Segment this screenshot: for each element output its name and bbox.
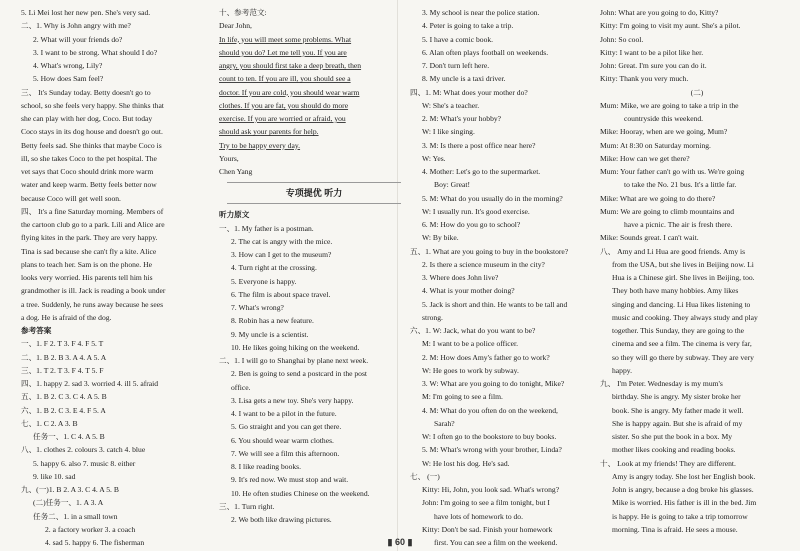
text-line: 6. M: How do you go to school? [422,220,521,229]
text-line: Mum: We are going to climb mountains and [600,206,735,216]
text-line: 三、1. T 2. T 3. F 4. T 5. F [21,365,104,375]
text-line: They both have many hobbies. Amy likes [612,286,739,296]
text-line: 四、 It's a fine Saturday morning. Members of [21,206,164,216]
text-line: (二)任务一、1. A 3. A [33,498,104,508]
text-line: 4. What is your mother doing? [422,286,515,296]
text-line: Mum: At 8:30 on Saturday morning. [600,140,711,150]
text-line: She is happy again. But she is afraid of my [612,418,743,428]
text-line: 3. M: Is there a post office near here? [422,140,536,150]
text-line: John: So cool. [600,34,644,44]
text-line: morning. Tina is afraid. He sees a mouse. [612,524,738,534]
text-line: have a picnic. The air is fresh there. [624,220,733,229]
page-number-value: 60 [394,537,405,547]
letter-line: angry, you should first take a deep breath, then [219,61,362,70]
text-line: John: What are you going to do, Kitty? [600,8,719,17]
text-line: W: He goes to work by subway. [422,365,519,375]
page-number [362,537,438,548]
text-line: 10. He likes going hiking on the weekend. [231,342,360,352]
text-line: 9. My uncle is a scientist. [231,329,309,339]
text-line: 二、1. I will go to Shanghai by plane next week. [219,356,369,365]
text-line: Kitty: I'm going to visit my aunt. She's a pilot. [600,21,741,31]
text-line: John: Great. I'm sure you can do it. [600,61,707,70]
text-line: because Coco will get well soon. [21,193,121,203]
text-line: 七、 (一) [410,471,440,481]
text-line: birthday. She is angry. My sister broke her [612,392,741,402]
text-line: 5. M: What's wrong with your brother, Linda? [422,445,562,455]
text-line: 七、1. C 2. A 3. B [21,418,78,428]
text-line: 九、(一)1. B 2. A 3. C 4. A 5. B [21,485,119,494]
text-line: countryside this weekend. [624,114,704,123]
text-line: 2. What will your friends do? [33,34,123,44]
text-line: cinema and see a film. The cinema is very far, [612,339,752,349]
text-line: 2. We both like drawing pictures. [231,515,332,524]
letter-line: exercise. If you are worried or afraid, you [219,114,346,123]
text-line: Mike is worried. His father is ill in the bed. Jim [612,498,757,508]
text-line: a dog. He is afraid of the dog. [21,312,112,322]
text-line: 一、1. F 2. T 3. F 4. F 5. T [21,339,104,349]
letter-signature: Chen Yang [219,167,253,176]
text-line: 三、1. Turn right. [219,501,275,511]
text-line: Mum: Your father can't go with us. We're going [600,167,745,176]
text-line: 二、1. Why is John angry with me? [21,21,131,31]
text-line: 四、1. happy 2. sad 3. worried 4. ill 5. afraid [21,379,159,388]
text-line: music and cooking. They always study and play [612,312,758,322]
text-line: Tina is sad because she can't fly a kite. Alice [21,246,157,256]
text-line: 2. a factory worker 3. a coach [45,524,136,534]
page-number-mark-right-icon: ▮ [407,537,413,547]
text-line: 7. What's wrong? [231,303,284,312]
text-line: 5. Jack is short and thin. He wants to be tall and [422,299,568,309]
letter-line: doctor. If you are cold, you should wear warm [219,87,360,97]
text-line: Kitty: Don't be sad. Finish your homework [422,524,553,534]
text-line: 4. sad 5. happy 6. The fisherman [45,538,145,547]
text-line: 十、 Look at my friends! They are different. [600,458,736,468]
text-line: 十、参考范文: [219,8,267,17]
letter-line: Try to be happy every day. [219,140,301,150]
text-line: W: I often go to the bookstore to buy books. [422,432,557,441]
text-line: 二、1. B 2. B 3. A 4. A 5. A [21,352,107,362]
text-line: 2. Ben is going to send a postcard in the post [231,369,368,379]
page-number-mark-left-icon: ▮ [387,537,393,547]
text-line: 3. How can I get to the museum? [231,250,332,259]
text-line: vet says that Coco should drink more warm [21,167,154,176]
letter-line: count to ten. If you are ill, you should see a [219,74,351,84]
text-line: strong. [422,312,443,322]
text-line: (二) [690,87,704,97]
text-line: 3. Lisa gets a new toy. She's very happy. [231,395,354,405]
text-line: 4. M: What do you often do on the weekend, [422,405,558,415]
letter-line: clothes. If you are fat, you should do more [219,100,349,110]
text-line: is happy. He is going to take a trip tomorrow [612,511,748,521]
text-line: book. She is angry. My father made it well. [612,405,744,415]
section-title: 专项提优 听力 [227,182,401,204]
text-line: 2. Is there a science museum in the city? [422,259,545,269]
letter-closing: Yours, [219,153,239,163]
text-line: 8. My uncle is a taxi driver. [422,74,506,84]
text-line: 三、 It's Sunday today. Betty doesn't go to [21,87,151,97]
text-line: office. [231,382,251,392]
text-line: mother likes cooking and reading books. [612,445,736,455]
text-line: 7. Don't turn left here. [422,61,490,70]
text-line: W: I like singing. [422,127,475,137]
text-line: 九、 I'm Peter. Wednesday is my mum's [600,379,723,388]
text-line: school, so she feels very happy. She thinks that [21,100,164,110]
text-line: M: I want to be a police officer. [422,339,519,349]
column-1 [21,6,211,549]
text-line: Mike: What are we going to do there? [600,193,716,203]
text-line: grandmother is ill. Jack is reading a book under [21,286,166,296]
text-line: W: Yes. [422,153,446,163]
text-line: Sarah? [434,418,455,428]
letter-line: In life, you will meet some problems. What [219,34,352,44]
text-line: Kitty: I want to be a pilot like her. [600,47,704,57]
text-line: 2. M: How does Amy's father go to work? [422,352,550,362]
text-line: Mike: How can we get there? [600,153,690,163]
text-line: she can play with her dog, Coco. But today [21,114,153,123]
text-line: happy. [612,365,632,375]
text-line: 3. W: What are you going to do tonight, Mike? [422,379,565,388]
transcript-heading: 听力原文 [219,210,250,220]
column-4 [600,6,794,536]
text-line: flying kites in the park. They are very happy. [21,233,158,243]
text-line: 5. happy 6. also 7. music 8. either [33,458,136,468]
text-line: W: I usually run. It's good exercise. [422,206,530,216]
text-line: ill, so she takes Coco to the pet hospital. The [21,153,157,163]
text-line: plans to teach her. Sam is on the phone. He [21,259,152,269]
text-line: John: I'm going to see a film tonight, but I [422,498,550,508]
letter-line: should ask your parents for help. [219,127,319,137]
text-line: 任务二、1. in a small town [33,511,118,521]
text-line: 六、1. W: Jack, what do you want to be? [410,326,536,335]
text-line: looks very worried. His parents tell him his [21,273,153,282]
letter-greeting: Dear John, [219,21,252,31]
text-line: W: By bike. [422,233,459,243]
text-line: have lots of homework to do. [434,511,524,521]
text-line: 3. Where does John live? [422,273,499,282]
text-line: singing and dancing. Li Hua likes listening to [612,299,751,309]
text-line: Betty feels sad. She thinks that maybe Coco is [21,140,162,150]
text-line: 3. My school is near the police station. [422,8,540,17]
text-line: 9. It's red now. We must stop and wait. [231,475,349,485]
text-line: 6. The film is about space travel. [231,289,331,299]
text-line: so they will go there by subway. They are very [612,352,754,362]
letter-line: should you do? Let me tell you. If you are [219,47,347,57]
text-line: 10. He often studies Chinese on the weekend. [231,488,370,498]
text-line: 五、1. B 2. C 3. C 4. A 5. B [21,392,107,402]
text-line: Mike: Hooray, when are we going, Mum? [600,127,728,137]
text-line: 任务一、1. C 4. A 5. B [33,432,105,441]
text-line: Amy is angry today. She lost her English book. [612,471,756,481]
text-line: Kitty: Hi, John, you look sad. What's wrong? [422,485,560,494]
text-line: 8. I like reading books. [231,462,302,471]
text-line: 一、1. My father is a postman. [219,223,314,233]
text-line: 六、1. B 2. C 3. E 4. F 5. A [21,405,106,415]
text-line: 5. Everyone is happy. [231,276,297,286]
text-line: 四、1. M: What does your mother do? [410,87,528,97]
text-line: 6. Alan often plays football on weekends. [422,47,549,57]
answer-key-heading: 参考答案 [21,326,52,335]
text-line: 5. M: What do you usually do in the morning? [422,193,563,203]
text-line: 5. I have a comic book. [422,34,494,44]
text-line: together. This Sunday, they are going to the [612,326,745,335]
text-line: 八、1. clothes 2. colours 3. catch 4. blue [21,445,146,455]
text-line: Boy: Great! [434,180,471,190]
text-line: to take the No. 21 bus. It's a little far. [624,180,737,190]
text-line: Mike: Sounds great. I can't wait. [600,233,699,243]
text-line: 8. Robin has a new feature. [231,316,314,326]
text-line: 八、 Amy and Li Hua are good friends. Amy is [600,246,746,256]
text-line: 2. The cat is angry with the mice. [231,236,333,246]
text-line: 2. M: What's your hobby? [422,114,502,123]
text-line: 9. like 10. sad [33,471,76,481]
text-line: 6. You should wear warm clothes. [231,435,334,445]
text-line: 4. Turn right at the crossing. [231,263,317,273]
text-line: the cartoon club go to a park. Lili and Alice are [21,220,165,229]
text-line: water and keep warm. Betty feels better now [21,180,157,190]
text-line: 4. Mother: Let's go to the supermarket. [422,167,541,176]
text-line: 五、1. What are you going to buy in the bookstore? [410,246,569,256]
text-line: 4. I want to be a pilot in the future. [231,409,337,418]
text-line: 5. Li Mei lost her new pen. She's very sad. [21,8,151,17]
text-line: a tree. Suddenly, he runs away because he sees [21,299,164,309]
text-line: Mum: Mike, we are going to take a trip in the [600,100,739,110]
text-line: 3. I want to be strong. What should I do? [33,47,158,57]
column-3 [407,6,600,549]
text-line: Hua is a Chinese girl. She lives in Beijing, too. [612,273,755,282]
text-line: from the USA, but she lives in Beijing now. Li [612,259,754,269]
text-line: 5. How does Sam feel? [33,74,104,84]
text-line: Kitty: Thank you very much. [600,74,689,84]
text-line: 4. What's wrong, Lily? [33,61,103,70]
text-line: Coco stays in its dog house and doesn't go out. [21,127,163,137]
text-line: first. You can see a film on the weekend. [434,538,558,547]
text-line: 4. Peter is going to take a trip. [422,21,514,31]
text-line: sister. So she put the book in a box. My [612,432,733,441]
text-line: W: He lost his dog. He's sad. [422,458,510,468]
text-line: W: She's a teacher. [422,100,480,110]
text-line: John is angry, because a dog broke his glasses. [612,485,754,494]
text-line: M: I'm going to see a film. [422,392,503,402]
text-line: 5. Go straight and you can get there. [231,422,342,432]
column-2 [219,6,409,526]
text-line: 7. We will see a film this afternoon. [231,448,340,458]
